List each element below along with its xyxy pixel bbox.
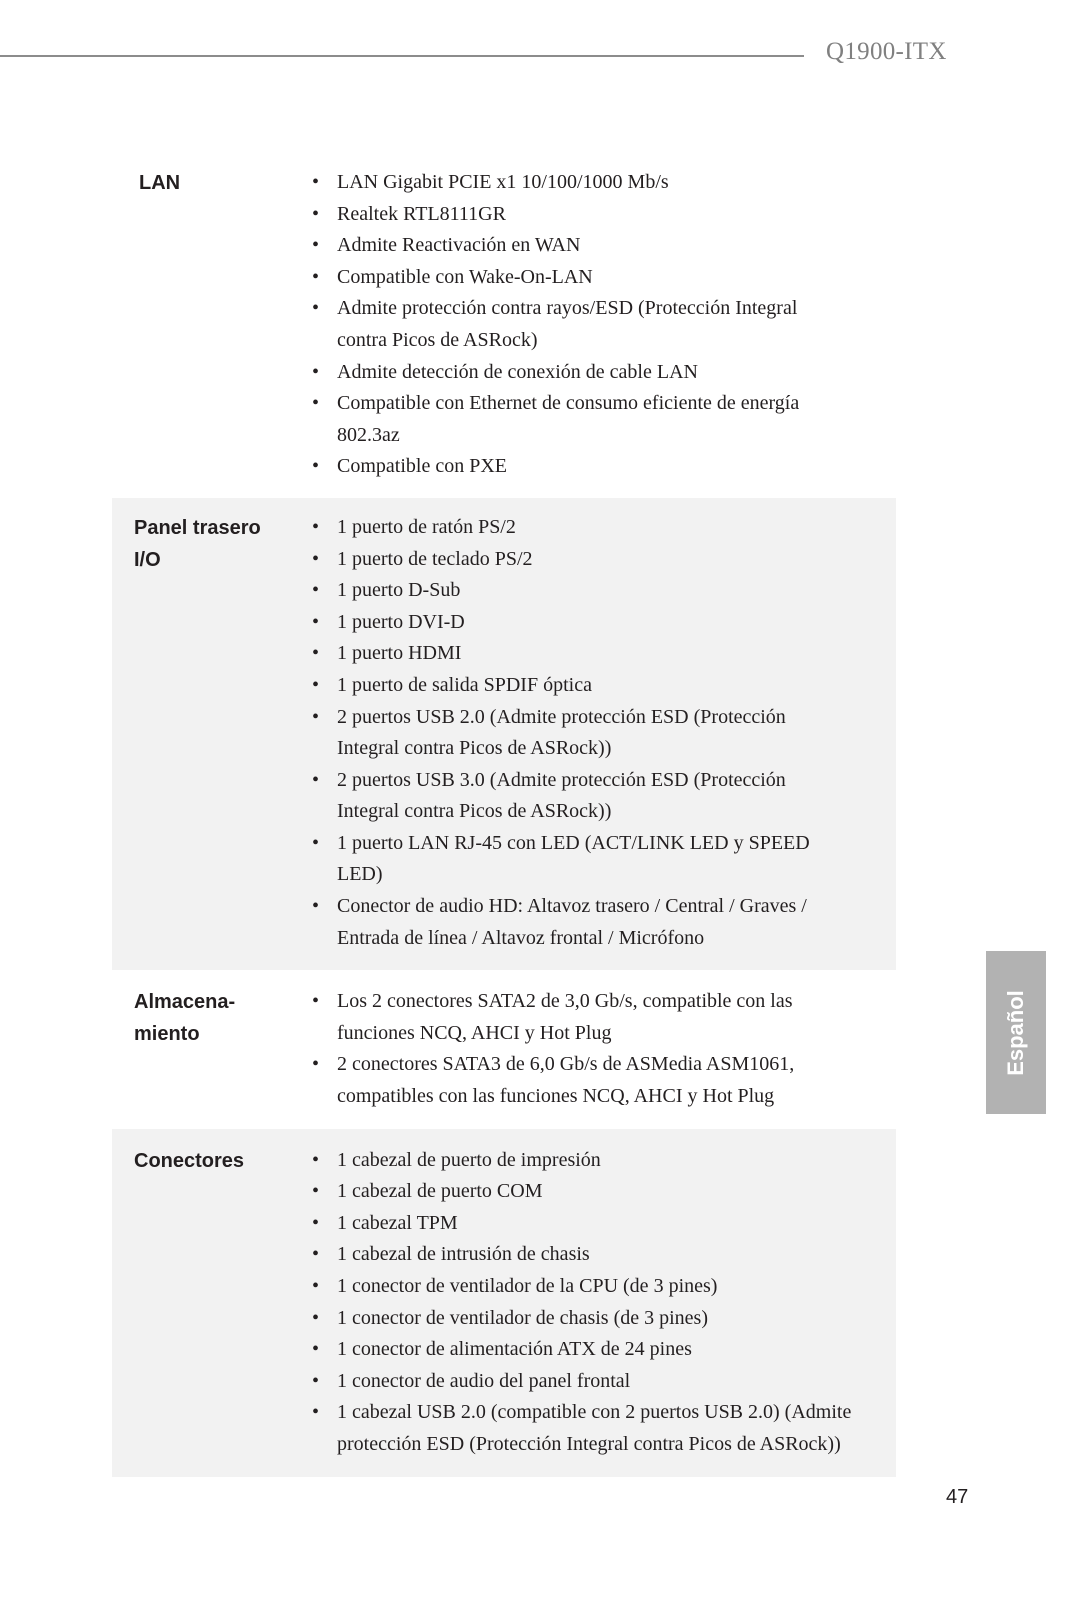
list-item: • 1 puerto de teclado PS/2 xyxy=(292,544,852,576)
section-label xyxy=(112,986,292,1112)
list-item: • 1 cabezal USB 2.0 (compatible con 2 puertos USB 2.0) (Admite protección ESD (Protección Integral contra Picos de ASRock)) xyxy=(292,1397,852,1460)
list-item: • 1 conector de ventilador de chasis (de 3 pines) xyxy=(292,1303,852,1335)
section-label-line: Conectores xyxy=(134,1149,245,1172)
list-item: • Compatible con Ethernet de consumo eficiente de energía 802.3az xyxy=(292,388,852,451)
section-label-line: Almacena- xyxy=(134,991,236,1014)
list-item: • Admite detección de conexión de cable LAN xyxy=(292,357,852,389)
list-item: • Realtek RTL8111GR xyxy=(292,199,852,231)
spec-table xyxy=(112,165,896,1477)
section-label-line: I/O xyxy=(134,548,161,571)
section-label-line: LAN xyxy=(139,172,181,194)
list-item: • 1 puerto de salida SPDIF óptica xyxy=(292,670,852,702)
list-item: • 1 conector de alimentación ATX de 24 pines xyxy=(292,1334,852,1366)
list-item: • LAN Gigabit PCIE x1 10/100/1000 Mb/s xyxy=(292,167,852,199)
list-item: • 1 cabezal de puerto COM xyxy=(292,1176,852,1208)
spec-list xyxy=(292,167,852,483)
list-item: • 1 puerto D-Sub xyxy=(292,575,852,607)
list-item: • 1 puerto LAN RJ-45 con LED (ACT/LINK LED y SPEED LED) xyxy=(292,828,852,891)
section-lan xyxy=(112,165,896,498)
language-tab-label: Español xyxy=(1003,989,1028,1076)
spec-list xyxy=(292,986,852,1112)
section-connectors xyxy=(112,1129,896,1477)
list-item: • 1 puerto de ratón PS/2 xyxy=(292,512,852,544)
list-item: • Conector de audio HD: Altavoz trasero / Central / Graves / Entrada de línea / Altavoz frontal / Micrófono xyxy=(292,891,852,954)
section-label xyxy=(112,167,292,483)
list-item: • Admite protección contra rayos/ESD (Protección Integral contra Picos de ASRock) xyxy=(292,293,852,356)
list-item: • 1 conector de audio del panel frontal xyxy=(292,1366,852,1398)
section-label-line: Panel trasero xyxy=(134,516,261,539)
spec-list xyxy=(292,512,852,954)
list-item: • 1 cabezal de intrusión de chasis xyxy=(292,1239,852,1271)
list-item: • 1 conector de ventilador de la CPU (de 3 pines) xyxy=(292,1271,852,1303)
spec-list xyxy=(292,1145,852,1461)
list-item: • 2 puertos USB 3.0 (Admite protección ESD (Protección Integral contra Picos de ASRock)) xyxy=(292,765,852,828)
list-item: • Compatible con PXE xyxy=(292,451,852,483)
section-storage xyxy=(112,970,896,1128)
list-item: • 2 conectores SATA3 de 6,0 Gb/s de ASMedia ASM1061, compatibles con las funciones NCQ, AHCI y Hot Plug xyxy=(292,1049,852,1112)
list-item: • 1 cabezal TPM xyxy=(292,1208,852,1240)
model-name: Q1900-ITX xyxy=(826,38,947,65)
list-item: • Los 2 conectores SATA2 de 3,0 Gb/s, compatible con las funciones NCQ, AHCI y Hot Plug xyxy=(292,986,852,1049)
list-item: • 1 puerto HDMI xyxy=(292,638,852,670)
list-item: • Admite Reactivación en WAN xyxy=(292,230,852,262)
section-rear-panel-io xyxy=(112,498,896,970)
section-label-line: miento xyxy=(134,1023,200,1046)
list-item: • 1 puerto DVI-D xyxy=(292,607,852,639)
section-label xyxy=(112,1145,292,1461)
language-tab xyxy=(986,951,1046,1114)
list-item: • 2 puertos USB 2.0 (Admite protección ESD (Protección Integral contra Picos de ASRock)) xyxy=(292,702,852,765)
header-rule xyxy=(0,55,804,57)
page-number: 47 xyxy=(946,1486,969,1508)
list-item: • Compatible con Wake-On-LAN xyxy=(292,262,852,294)
list-item: • 1 cabezal de puerto de impresión xyxy=(292,1145,852,1177)
section-label xyxy=(112,512,292,954)
